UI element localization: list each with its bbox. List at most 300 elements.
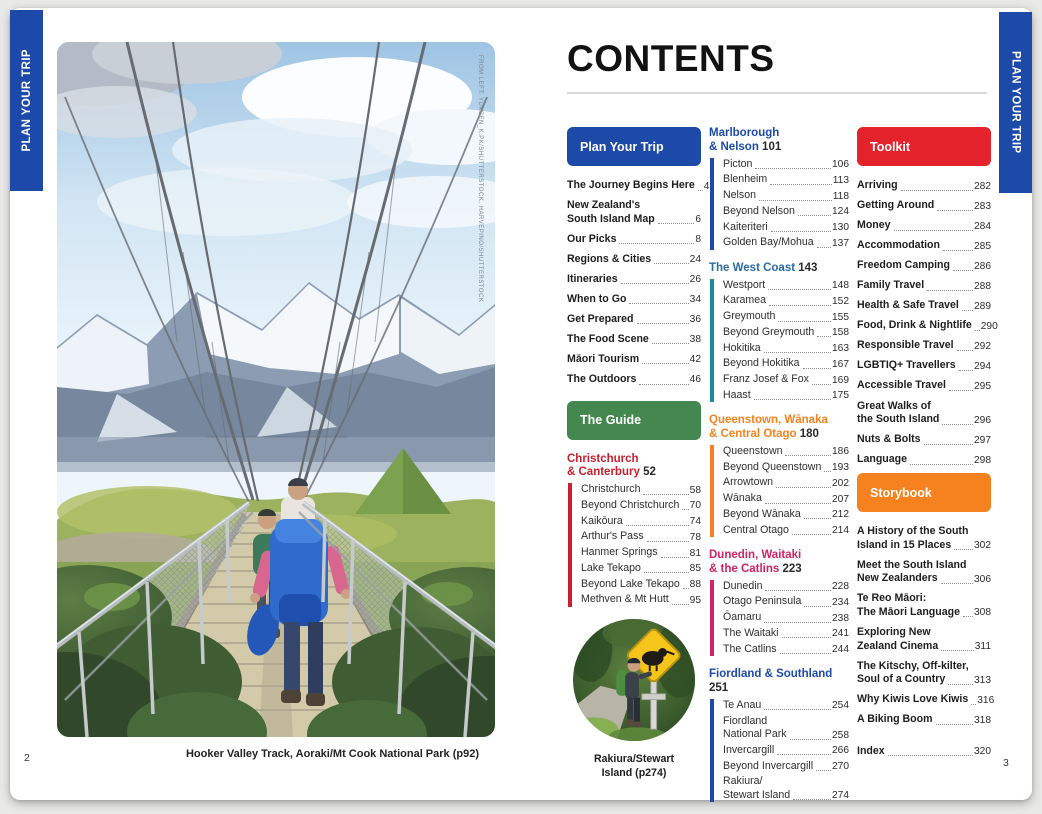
toc-entry	[723, 310, 849, 324]
dotted-leader	[654, 263, 688, 264]
section-items	[568, 483, 701, 607]
dotted-leader	[963, 616, 973, 617]
dotted-leader	[698, 190, 703, 191]
dotted-leader	[948, 684, 973, 685]
toc-entry-label: Language	[857, 453, 908, 466]
toc-entry	[567, 373, 701, 387]
toc-entry-page: 207	[832, 493, 849, 505]
toc-entry-label: Kaikōura	[581, 514, 623, 527]
dotted-leader	[941, 650, 974, 651]
toc-entry-page: 285	[974, 240, 991, 252]
toc-entry-label: the South Island	[857, 413, 940, 426]
toc-entry-label: Arriving	[857, 179, 898, 191]
dotted-leader	[770, 184, 832, 185]
toc-entry	[857, 559, 991, 586]
section-title: & Canterbury	[567, 466, 640, 479]
toc-entry-label: Franz Josef & Fox	[723, 373, 809, 386]
dotted-leader	[824, 471, 831, 472]
toc-entry	[857, 379, 991, 393]
toc-entry-page: 283	[974, 200, 991, 212]
toc-entry-page: 288	[974, 280, 991, 292]
dotted-leader	[954, 549, 973, 550]
toc-entry	[581, 578, 701, 592]
contents-page	[530, 38, 998, 814]
circle-photo-block	[567, 619, 701, 781]
toc-entry-label: Kaiteriteri	[723, 220, 768, 233]
section-title-line1: Marlborough	[709, 127, 780, 139]
dotted-leader	[812, 384, 831, 385]
toc-entry	[567, 179, 710, 193]
toc-entry-label: Karamea	[723, 294, 766, 307]
dotted-leader	[901, 190, 973, 191]
toc-entry-label: The Food Scene	[567, 332, 649, 345]
toc-entry-page: 306	[974, 573, 991, 585]
toc-entry-page: 308	[974, 607, 991, 619]
toc-entry-page: 316	[977, 694, 995, 706]
toc-entry	[723, 236, 849, 250]
dotted-leader	[765, 590, 831, 591]
section-title: The West Coast	[709, 261, 796, 274]
toc-entry-page: 8	[695, 234, 701, 246]
toc-entry	[581, 530, 701, 544]
toc-entry-page: 284	[974, 220, 991, 232]
toc-entry-page: 290	[980, 320, 998, 332]
toc-entry-page: 118	[832, 190, 849, 202]
side-tab-plan-your-trip-left	[10, 10, 43, 191]
toc-entry-label: Hanmer Springs	[581, 546, 658, 559]
toc-column-1	[567, 127, 710, 814]
dotted-leader	[790, 739, 831, 740]
toolkit-box	[857, 127, 991, 166]
dotted-leader	[937, 210, 973, 211]
dotted-leader	[672, 604, 689, 605]
toc-entry-page: 167	[832, 358, 849, 370]
toc-entry	[857, 219, 991, 233]
toc-entry-page: 58	[689, 484, 701, 496]
toc-section	[709, 668, 849, 802]
toc-entry-page: 298	[974, 454, 991, 466]
toc-entry-line1: Meet the South Island	[857, 558, 967, 571]
plan-your-trip-list	[567, 179, 710, 387]
toc-entry-label: Zealand Cinema	[857, 639, 939, 652]
toc-entry-page: 228	[832, 581, 849, 593]
toc-entry	[857, 319, 998, 333]
toc-entry-page: 241	[832, 628, 849, 640]
toc-entry	[567, 313, 701, 327]
toc-entry-page: 124	[832, 206, 849, 218]
toc-entry-label: Stewart Island	[723, 788, 791, 801]
toc-entry	[857, 179, 991, 193]
toc-entry-page: 292	[974, 340, 991, 352]
toc-entry-label: Health & Safe Travel	[857, 299, 959, 312]
toc-entry-label: Haast	[723, 388, 751, 401]
section-page: 223	[782, 562, 802, 575]
toc-entry	[857, 433, 991, 447]
toc-entry-page: 202	[832, 477, 849, 489]
toc-entry-label: Blenheim	[723, 173, 768, 186]
toc-entry-page: 282	[974, 180, 991, 192]
toc-entry-label: Soul of a Country	[857, 673, 946, 686]
dotted-leader	[894, 230, 973, 231]
toc-entry	[723, 760, 849, 774]
toc-entry-page: 163	[832, 343, 849, 355]
toc-entry-page: 70	[689, 500, 701, 512]
toc-entry	[857, 400, 991, 427]
toc-entry-label: Arthur's Pass	[581, 530, 644, 543]
dotted-leader	[804, 518, 831, 519]
section-title: & the Catlins	[709, 562, 780, 575]
dotted-leader	[754, 399, 831, 400]
toc-entry-label: Beyond Queenstown	[723, 460, 822, 473]
section-items	[710, 158, 849, 250]
dotted-leader	[778, 321, 831, 322]
dotted-leader	[803, 368, 831, 369]
toc-entry-page: 234	[832, 596, 849, 608]
toc-entry-label: Methven & Mt Hutt	[581, 593, 669, 606]
toc-entry-page: 289	[974, 300, 991, 312]
toc-entry-page: 34	[689, 294, 701, 306]
toc-entry	[567, 199, 701, 226]
toc-entry-label: Hokitika	[723, 341, 761, 354]
toc-entry-label: Dunedin	[723, 579, 763, 592]
toc-entry	[723, 189, 849, 203]
dotted-leader	[924, 444, 973, 445]
toc-entry	[857, 239, 991, 253]
toc-entry-label: Island in 15 Places	[857, 538, 952, 551]
index-entry	[857, 745, 991, 759]
dotted-leader	[798, 215, 831, 216]
toc-entry-page: 106	[832, 159, 849, 171]
toc-entry-label: Accommodation	[857, 239, 940, 252]
toc-entry-page: 46	[689, 374, 701, 386]
toc-entry-label: Beyond Hokitika	[723, 357, 800, 370]
toc-entry-label: Christchurch	[581, 483, 641, 496]
dotted-leader	[782, 637, 831, 638]
toc-entry-line1: New Zealand's	[567, 199, 641, 212]
toc-entry	[581, 499, 701, 513]
stewart-island-illustration	[573, 619, 695, 741]
toc-entry-line1: Te Reo Māori:	[857, 592, 927, 605]
dotted-leader	[785, 455, 831, 456]
toc-entry-label: Ōamaru	[723, 611, 762, 624]
toc-entry-label: Get Prepared	[567, 312, 634, 325]
toc-entry	[723, 294, 849, 308]
toc-entry	[723, 595, 849, 609]
toc-entry	[581, 515, 701, 529]
toc-entry-label: The Journey Begins Here	[567, 179, 695, 191]
section-items	[710, 445, 849, 537]
toc-entry-page: 175	[832, 390, 849, 402]
toc-entry-label: New Zealanders	[857, 572, 938, 585]
dotted-leader	[962, 310, 973, 311]
toc-entry	[567, 273, 701, 287]
dotted-leader	[629, 303, 688, 304]
dotted-leader	[817, 336, 831, 337]
dotted-leader	[959, 370, 973, 371]
toc-entry-label: Beyond Nelson	[723, 204, 795, 217]
dotted-leader	[941, 583, 973, 584]
toc-entry	[857, 592, 991, 619]
toc-entry	[723, 580, 849, 594]
toc-entry-page: 169	[832, 374, 849, 386]
toc-entry-line1: Fiordland	[723, 714, 768, 727]
toc-column-2	[709, 127, 849, 814]
toc-entry-page: 95	[689, 594, 701, 606]
toc-entry-page: 214	[832, 525, 849, 537]
toc-entry	[723, 643, 849, 657]
toc-entry	[581, 593, 701, 607]
toc-entry	[857, 259, 991, 273]
toc-entry-label: Index	[857, 744, 885, 757]
dotted-leader	[771, 231, 831, 232]
dotted-leader	[759, 200, 832, 201]
toc-entry-page: 38	[689, 334, 701, 346]
dotted-leader	[642, 363, 688, 364]
dotted-leader	[957, 350, 973, 351]
toc-entry	[723, 357, 849, 371]
toc-entry-page: 26	[689, 274, 701, 286]
toc-entry	[723, 205, 849, 219]
toc-entry-page: 212	[832, 509, 849, 521]
toc-entry	[723, 699, 849, 713]
section-page: 251	[709, 681, 729, 694]
toc-entry-label: National Park	[723, 728, 787, 741]
dotted-leader	[910, 464, 973, 465]
toc-entry-label: Itineraries	[567, 272, 618, 285]
toc-entry-label: Māori Tourism	[567, 352, 640, 365]
toc-entry-label: Freedom Camping	[857, 259, 951, 272]
section-items	[710, 580, 849, 656]
toc-entry-label: Te Anau	[723, 698, 762, 711]
toc-entry	[857, 299, 991, 313]
dotted-leader	[817, 247, 831, 248]
guide-sections-col1	[567, 453, 701, 607]
toc-entry-label: LGBTIQ+ Travellers	[857, 359, 956, 372]
toc-entry-page: 78	[689, 531, 701, 543]
dotted-leader	[971, 704, 976, 705]
dotted-leader	[927, 290, 973, 291]
toc-entry-page: 258	[832, 729, 849, 741]
toc-entry-label: Responsible Travel	[857, 339, 954, 352]
toc-column-3	[857, 127, 998, 814]
toc-entry-label: Beyond Lake Tekapo	[581, 577, 680, 590]
side-tab-label: PLAN YOUR TRIP	[1009, 51, 1022, 154]
toc-entry-label: Getting Around	[857, 199, 935, 212]
dotted-leader	[780, 653, 831, 654]
toc-entry	[857, 660, 991, 687]
toc-entry-label: Beyond Christchurch	[581, 498, 680, 511]
dotted-leader	[792, 534, 831, 535]
page-title: CONTENTS	[567, 38, 775, 79]
toolkit-list	[857, 179, 998, 467]
toc-entry	[723, 173, 849, 187]
toc-entry	[723, 221, 849, 235]
toc-entry-label: Golden Bay/Mohua	[723, 236, 814, 249]
side-tab-label: PLAN YOUR TRIP	[20, 49, 33, 152]
toc-entry-label: Beyond Wānaka	[723, 507, 801, 520]
dotted-leader	[768, 289, 831, 290]
storybook-box-label: Storybook	[870, 485, 932, 500]
toc-entry-page: 85	[689, 563, 701, 575]
toc-entry-page: 158	[832, 327, 849, 339]
toc-entry-label: Arrowtown	[723, 476, 774, 489]
stewart-island-photo	[573, 619, 695, 741]
photo-credit: FROM LEFT: YUKSEN_K.PK/SHUTTERSTOCK, HARVEPINO/SHUTTERSTOCK	[477, 55, 483, 303]
dotted-leader	[769, 305, 831, 306]
toc-entry-line1: Great Walks of	[857, 399, 931, 412]
toc-entry-page: 137	[832, 237, 849, 249]
toc-entry-page: 297	[974, 434, 991, 446]
dotted-leader	[777, 754, 831, 755]
toc-entry	[581, 562, 701, 576]
toc-entry-page: 148	[832, 280, 849, 292]
toc-entry	[581, 546, 701, 560]
dotted-leader	[953, 270, 973, 271]
toc-entry-page: 286	[974, 260, 991, 272]
plan-your-trip-box-label: Plan Your Trip	[580, 139, 664, 154]
toc-entry-label: The Māori Language	[857, 605, 961, 618]
toc-entry	[567, 253, 701, 267]
toc-entry-label: Beyond Greymouth	[723, 325, 815, 338]
toc-entry-page: 81	[689, 547, 701, 559]
toc-entry-label: The Outdoors	[567, 372, 637, 385]
toc-entry	[857, 279, 991, 293]
toc-entry-label: Wānaka	[723, 492, 762, 505]
section-page: 143	[798, 261, 818, 274]
toc-entry	[723, 524, 849, 538]
toc-entry	[723, 279, 849, 293]
toc-entry-page: 313	[974, 674, 991, 686]
bridge-photo-illustration	[57, 42, 495, 737]
toc-entry-label: Regions & Cities	[567, 252, 652, 265]
toc-entry-label: Greymouth	[723, 310, 776, 323]
dotted-leader	[764, 622, 831, 623]
dotted-leader	[949, 390, 973, 391]
toc-entry-label: Beyond Invercargill	[723, 759, 814, 772]
toc-section	[709, 549, 849, 656]
toc-entry-page: 193	[832, 462, 849, 474]
toc-section	[567, 453, 701, 607]
toc-entry-line1: Rakiura/	[723, 775, 763, 788]
dotted-leader	[816, 770, 831, 771]
section-items	[710, 699, 849, 803]
toc-entry-page: 130	[832, 222, 849, 234]
dotted-leader	[793, 799, 831, 800]
toc-entry-page: 74	[689, 516, 701, 528]
toc-entry	[723, 492, 849, 506]
toc-entry	[723, 476, 849, 490]
dotted-leader	[942, 424, 973, 425]
toc-entry	[567, 333, 701, 347]
toolkit-box-label: Toolkit	[870, 139, 911, 154]
dotted-leader	[639, 384, 688, 385]
toc-entry-label: Invercargill	[723, 743, 775, 756]
section-title-line1: Dunedin, Waitaki	[709, 549, 802, 562]
dotted-leader	[647, 541, 689, 542]
photo-caption: Hooker Valley Track, Aoraki/Mt Cook National Park (p92)	[185, 748, 479, 760]
toc-section	[709, 127, 849, 250]
dotted-leader	[661, 557, 689, 558]
toc-entry-label: Nuts & Bolts	[857, 433, 921, 446]
toc-entry-label: Food, Drink & Nightlife	[857, 319, 972, 332]
plan-your-trip-box	[567, 127, 701, 166]
section-title: & Central Otago	[709, 428, 797, 441]
dotted-leader	[626, 525, 689, 526]
toc-entry-label: Otago Peninsula	[723, 595, 802, 608]
toc-entry	[723, 508, 849, 522]
toc-entry-line1: A History of the South	[857, 525, 969, 538]
toc-entry	[723, 158, 849, 172]
toc-entry-page: 152	[832, 295, 849, 307]
toc-entry	[723, 627, 849, 641]
toc-entry-page: 24	[689, 254, 701, 266]
dotted-leader	[683, 588, 689, 589]
toc-entry	[723, 373, 849, 387]
toc-entry-label: South Island Map	[567, 212, 655, 225]
toc-entry	[723, 461, 849, 475]
toc-entry	[723, 715, 849, 742]
page-number-left: 2	[24, 752, 30, 764]
toc-entry-page: 113	[832, 174, 849, 186]
toc-entry-page: 266	[832, 745, 849, 757]
toc-entry	[581, 483, 701, 497]
section-title-line1: Queenstown, Wānaka	[709, 414, 828, 427]
toc-entry	[857, 359, 991, 373]
dotted-leader	[619, 243, 694, 244]
toc-entry-page: 155	[832, 311, 849, 323]
toc-entry-page: 36	[689, 314, 701, 326]
toc-entry-label: Westport	[723, 278, 766, 291]
dotted-leader	[637, 323, 689, 324]
toc-entry	[723, 611, 849, 625]
side-tab-plan-your-trip-right	[999, 12, 1032, 193]
dotted-leader	[682, 509, 688, 510]
toc-entry	[723, 744, 849, 758]
dotted-leader	[764, 352, 831, 353]
dotted-leader	[621, 283, 689, 284]
toc-entry-label: Nelson	[723, 189, 756, 202]
circle-photo-caption: Rakiura/Stewart Island (p274)	[593, 752, 675, 779]
toc-entry-page: 296	[974, 414, 991, 426]
dotted-leader	[765, 503, 831, 504]
toc-entry-page: 244	[832, 644, 849, 656]
dotted-leader	[804, 606, 831, 607]
toc-entry	[723, 326, 849, 340]
toc-entry-page: 274	[832, 790, 849, 802]
title-divider	[567, 92, 987, 94]
section-title-line1: Christchurch	[567, 452, 639, 465]
dotted-leader	[644, 572, 689, 573]
toc-entry-page: 320	[974, 746, 991, 758]
toc-entry-label: Why Kiwis Love Kiwis	[857, 693, 969, 706]
hero-photo-hooker-valley-bridge	[57, 42, 495, 737]
toc-entry-line1: Exploring New	[857, 625, 931, 638]
section-items	[710, 279, 849, 403]
toc-entry	[723, 445, 849, 459]
toc-entry-page: 186	[832, 446, 849, 458]
toc-entry-label: Picton	[723, 157, 753, 170]
toc-entry	[857, 525, 991, 552]
toc-entry-page: 238	[832, 612, 849, 624]
toc-entry-line1: The Kitschy, Off-kilter,	[857, 659, 969, 672]
dotted-leader	[776, 487, 831, 488]
section-page: 101	[762, 140, 782, 153]
toc-entry	[723, 342, 849, 356]
dotted-leader	[658, 223, 695, 224]
toc-entry	[857, 626, 991, 653]
toc-entry	[857, 713, 991, 727]
the-guide-box	[567, 401, 701, 440]
